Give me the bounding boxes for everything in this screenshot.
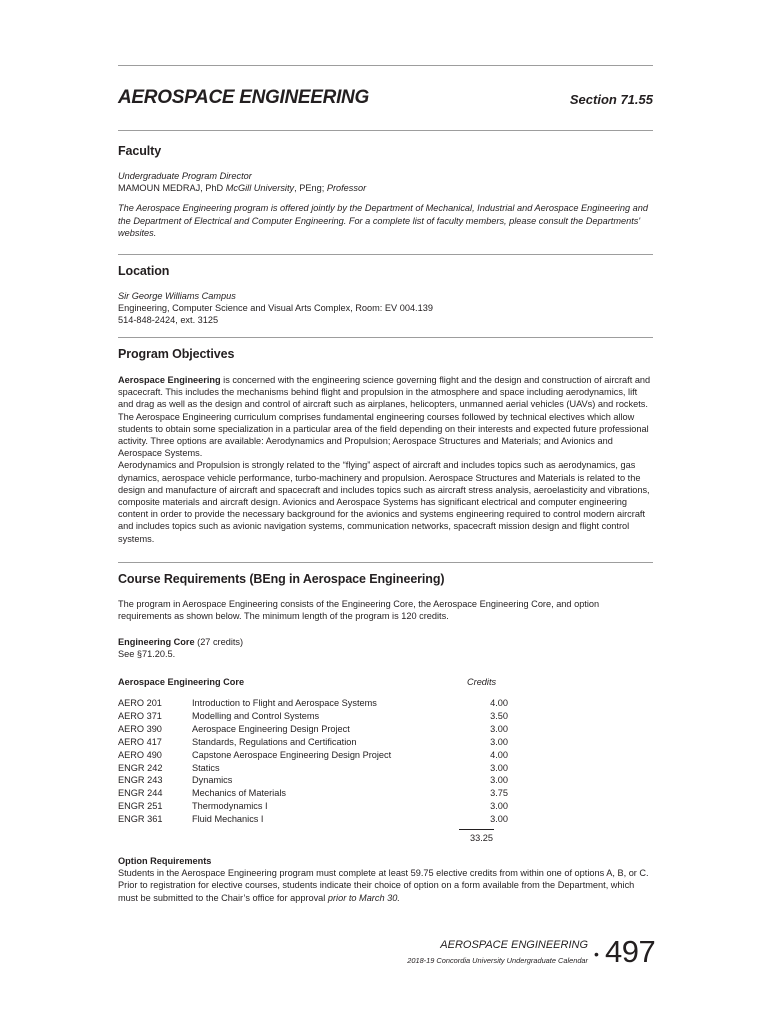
course-title: Capstone Aerospace Engineering Design Project — [192, 749, 392, 760]
title-rule — [118, 130, 653, 131]
credits-column-label: Credits — [467, 677, 497, 687]
course-title: Statics — [192, 762, 220, 773]
course-code: AERO 371 — [118, 710, 162, 721]
course-code: AERO 201 — [118, 698, 162, 708]
faculty-note: The Aerospace Engineering program is offered jointly by the Department of Mechanical, Industrial and Aerospace Engineering and the Department of Electrical and Computer Engineering. For a complete list of faculty members, please consult the Departments' websites. — [118, 203, 648, 238]
director-name: MAMOUN MEDRAJ, PhD — [118, 183, 226, 194]
footer-calendar: 2018-19 Concordia University Undergraduate Calendar — [407, 956, 588, 965]
course-title: Dynamics — [192, 775, 233, 786]
course-code: ENGR 361 — [118, 814, 163, 825]
option-text: Students in the Aerospace Engineering program must complete at least 59.75 elective credits from within one of options A, B, or C. Prior to registration for elective courses, students indicate their choice of option on a form available from the Department, which must be submitted to the Chair’s office for approval — [118, 868, 649, 903]
course-title: Mechanics of Materials — [192, 788, 286, 799]
faculty-rule — [118, 254, 653, 255]
objectives-block — [118, 374, 653, 545]
option-requirements-label: Option Requirements — [118, 856, 212, 866]
course-code: ENGR 242 — [118, 762, 163, 773]
course-row — [118, 723, 508, 736]
location-campus: Sir George Williams Campus — [118, 291, 236, 301]
course-row — [118, 710, 508, 723]
location-building: Engineering, Computer Science and Visual Arts Complex, Room: EV 004.139 — [118, 303, 433, 314]
director-role: Undergraduate Program Director — [118, 171, 252, 181]
course-code: AERO 490 — [118, 749, 162, 760]
footer-title: AEROSPACE ENGINEERING — [440, 939, 588, 951]
course-row — [118, 813, 508, 826]
course-credits: 3.00 — [490, 801, 508, 812]
course-credits: 3.00 — [490, 736, 508, 747]
course-row — [118, 736, 508, 749]
objectives-para-2: Aerodynamics and Propulsion is strongly related to the “flying” aspect of aircraft and includes topics such as aerodynamics, gas dynamics, aerospace vehicle performance, turbo-machinery and propulsion. Aerospace Structures and Materials is related to the design and manufacture of aircraft and spacecraft and includes topics such as aircraft stress analysis, aeroelasticity and vibrations, composite materials and aircraft design. Avionics and Aerospace Systems has significant electrical and computer engineering content in order to provide the necessary background for the avionics and systems engineering required to control modern aircraft and includes topics such as avionic navigation systems, communication networks, spacecraft mission design and flight control systems. — [118, 460, 650, 544]
director-title: Professor — [326, 183, 367, 194]
location-block — [118, 290, 653, 327]
courses-table-body — [118, 697, 508, 826]
location-heading: Location — [118, 264, 170, 278]
course-credits: 3.50 — [490, 710, 508, 721]
section-number: Section 71.55 — [569, 92, 653, 107]
course-row — [118, 774, 508, 787]
course-credits: 4.00 — [490, 749, 508, 760]
course-title: Thermodynamics I — [192, 801, 268, 812]
total-rule — [459, 829, 494, 830]
course-row — [118, 762, 508, 775]
engineering-core-line — [118, 636, 653, 648]
engineering-core — [118, 636, 653, 660]
course-row — [118, 787, 508, 800]
engineering-core-see: See §71.20.5. — [118, 649, 176, 660]
course-credits: 3.75 — [490, 788, 508, 799]
course-title: Standards, Regulations and Certification — [192, 736, 357, 747]
course-title: Fluid Mechanics I — [192, 814, 264, 825]
course-code: ENGR 243 — [118, 775, 163, 786]
course-credits: 3.00 — [490, 775, 508, 786]
courses-table — [118, 697, 508, 826]
option-deadline: prior to March 30. — [327, 892, 400, 903]
engineering-core-label: Engineering Core — [118, 637, 195, 647]
option-requirements-text — [118, 867, 655, 904]
footer-bullet: • — [594, 946, 599, 962]
page-number: 497 — [605, 934, 656, 969]
director-line — [118, 182, 653, 194]
course-row — [118, 697, 508, 710]
course-title: Introduction to Flight and Aerospace Systems — [192, 698, 377, 708]
course-title: Modelling and Control Systems — [192, 710, 320, 721]
course-credits: 3.00 — [490, 762, 508, 773]
objectives-heading: Program Objectives — [118, 347, 235, 361]
engineering-core-credits: (27 credits) — [194, 637, 244, 647]
faculty-heading: Faculty — [118, 144, 162, 158]
location-rule — [118, 337, 653, 338]
course-row — [118, 749, 508, 762]
objectives-lead: Aerospace Engineering — [118, 375, 221, 385]
objectives-rule — [118, 562, 653, 563]
course-credits: 4.00 — [490, 698, 508, 708]
course-code: AERO 417 — [118, 736, 162, 747]
aero-core-label: Aerospace Engineering Core — [118, 677, 245, 687]
course-code: ENGR 244 — [118, 788, 163, 799]
faculty-block — [118, 170, 653, 239]
director-mid: , PEng; — [294, 183, 327, 194]
page-title: AEROSPACE ENGINEERING — [118, 87, 369, 108]
course-title: Aerospace Engineering Design Project — [192, 723, 350, 734]
option-requirements — [118, 855, 655, 904]
director-university: McGill University — [225, 183, 295, 194]
course-credits: 3.00 — [490, 723, 508, 734]
location-phone: 514-848-2424, ext. 3125 — [118, 315, 219, 326]
requirements-heading: Course Requirements (BEng in Aerospace Engineering) — [118, 572, 445, 586]
top-rule — [118, 65, 653, 66]
objectives-para-1-text: is concerned with the engineering science governing flight and the design and construction of aircraft and spacecraft. This includes the mechanisms behind flight and propulsion in the atmosphere and space including aerodynamics, lift and drag as well as the design and control of aircraft such as airplanes, helicopters, unmanned aerial vehicles (UAVs) and rockets. The Aerospace Engineering curriculum comprises fundamental engineering courses followed by technical electives which allow students to obtain some specialization in a particular area of the field depending on their interests and expected future professional activity. Three options are available: Aerodynamics and Propulsion; Aerospace Structures and Materials; and Avionics and Aerospace Systems. — [118, 375, 651, 459]
credits-total: 33.25 — [470, 833, 493, 843]
course-code: AERO 390 — [118, 723, 162, 734]
course-row — [118, 800, 508, 813]
requirements-intro: The program in Aerospace Engineering consists of the Engineering Core, the Aerospace Engineering Core, and option requirements as shown below. The minimum length of the program is 120 credits. — [118, 599, 600, 622]
course-credits: 3.00 — [490, 814, 508, 825]
objectives-para-1 — [118, 374, 653, 459]
course-code: ENGR 251 — [118, 801, 163, 812]
